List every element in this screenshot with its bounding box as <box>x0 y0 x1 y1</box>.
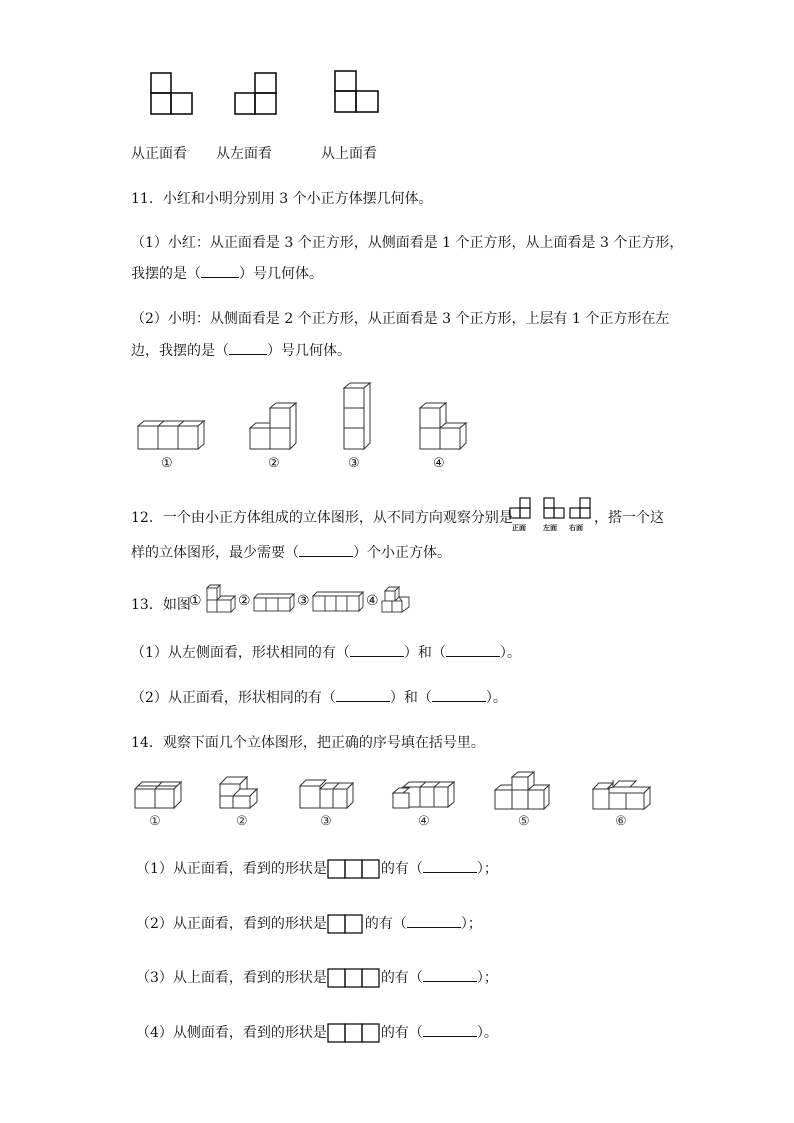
q12-left-view <box>543 497 567 519</box>
q11-solid-3 <box>343 382 371 450</box>
q13-solid-1 <box>204 584 236 614</box>
q13-p2-blank-2[interactable] <box>432 689 486 702</box>
q12-line2: 样的立体图形，最少需要（ ）个小正方体。 <box>131 545 451 561</box>
q14-p4: （4）从侧面看，看到的形状是 的有（ ）。 <box>136 1025 498 1041</box>
q11-p1-line2: 我摆的是（ ）号几何体。 <box>131 266 323 282</box>
q14-solid-4 <box>392 781 456 809</box>
q14-solid-2 <box>219 776 259 809</box>
q11-label-3: ③ <box>348 456 360 471</box>
q13-p1: （1）从左侧面看，形状相同的有（ ）和（ ）。 <box>131 645 521 661</box>
q13-solid-3 <box>312 591 364 612</box>
q12-line1-end: ，搭一个这 <box>594 510 664 526</box>
q12-front-label: 正面 <box>512 524 526 532</box>
q14-label-2: ② <box>236 814 248 829</box>
q14-solid-1 <box>134 781 182 809</box>
q13-p1-blank-2[interactable] <box>446 644 500 657</box>
q11-label-1: ① <box>161 456 173 471</box>
q11-p2-line2: 边，我摆的是（ ）号几何体。 <box>131 343 351 359</box>
q14-p3: （3）从上面看，看到的形状是 的有（ ）； <box>136 970 498 986</box>
q14-p4-blank[interactable] <box>423 1024 477 1037</box>
q11-label-2: ② <box>268 456 280 471</box>
q13-intro: 13．如图 <box>131 597 191 613</box>
two-squares-row-shape <box>327 914 365 934</box>
left-view-figure <box>234 72 278 116</box>
q13-p2: （2）从正面看，形状相同的有（ ）和（ ）。 <box>131 690 507 706</box>
q13-label-4: ④ <box>366 593 379 609</box>
q12-answer-blank[interactable] <box>299 544 353 557</box>
q11-solid-2 <box>249 402 297 450</box>
q14-p2: （2）从正面看，看到的形状是 的有（ ）； <box>136 916 482 932</box>
q13-solid-2 <box>253 593 295 612</box>
q13-label-2: ② <box>238 593 251 609</box>
front-view-figure <box>150 72 194 116</box>
q11-p1-line1: （1）小红：从正面看是 3 个正方形，从侧面看是 1 个正方形，从上面看是 3 个正方形， <box>131 235 684 251</box>
q14-label-1: ① <box>149 814 161 829</box>
q11-solid-1 <box>137 420 205 450</box>
three-squares-row-shape <box>327 859 381 879</box>
q11-label-4: ④ <box>433 456 445 471</box>
q14-p2-blank[interactable] <box>407 915 461 928</box>
q14-solid-3 <box>299 779 355 809</box>
left-view-label: 从左面看 <box>216 146 272 162</box>
q11-title: 11．小红和小明分别用 3 个小正方体摆几何体。 <box>131 191 433 207</box>
top-view-figure <box>334 70 380 114</box>
q13-p1-blank-1[interactable] <box>350 644 404 657</box>
q11-solid-4 <box>419 402 467 450</box>
q12-front-view <box>509 497 533 519</box>
q11-p2-line1: （2）小明：从侧面看是 2 个正方形，从正面看是 3 个正方形，上层有 1 个正方形在左 <box>131 311 670 327</box>
q13-label-1: ① <box>189 593 202 609</box>
top-view-label: 从上面看 <box>321 146 377 162</box>
q14-label-5: ⑤ <box>518 814 530 829</box>
q14-label-3: ③ <box>320 814 332 829</box>
q14-p1: （1）从正面看，看到的形状是 的有（ ）； <box>136 861 498 877</box>
q13-p2-blank-1[interactable] <box>336 689 390 702</box>
q14-solid-6 <box>592 780 652 810</box>
q14-title: 14．观察下面几个立体图形，把正确的序号填在括号里。 <box>131 735 485 751</box>
front-view-label: 从正面看 <box>131 146 187 162</box>
q14-p3-blank[interactable] <box>423 969 477 982</box>
q14-p1-blank[interactable] <box>423 860 477 873</box>
q12-line1-text: 12．一个由小正方体组成的立体图形，从不同方向观察分别是 <box>131 510 513 526</box>
q12-right-view <box>569 497 593 519</box>
q14-solid-5 <box>494 771 550 811</box>
q12-left-label: 左面 <box>543 524 557 532</box>
q14-label-4: ④ <box>418 814 430 829</box>
q14-label-6: ⑥ <box>615 814 627 829</box>
q13-solid-4 <box>381 586 411 613</box>
q13-label-3: ③ <box>297 593 310 609</box>
q11-answer-1-blank[interactable] <box>201 265 239 278</box>
q11-answer-2-blank[interactable] <box>229 342 267 355</box>
three-squares-row-shape <box>327 968 381 988</box>
q12-right-label: 右面 <box>569 524 583 532</box>
three-squares-row-shape <box>327 1023 381 1043</box>
